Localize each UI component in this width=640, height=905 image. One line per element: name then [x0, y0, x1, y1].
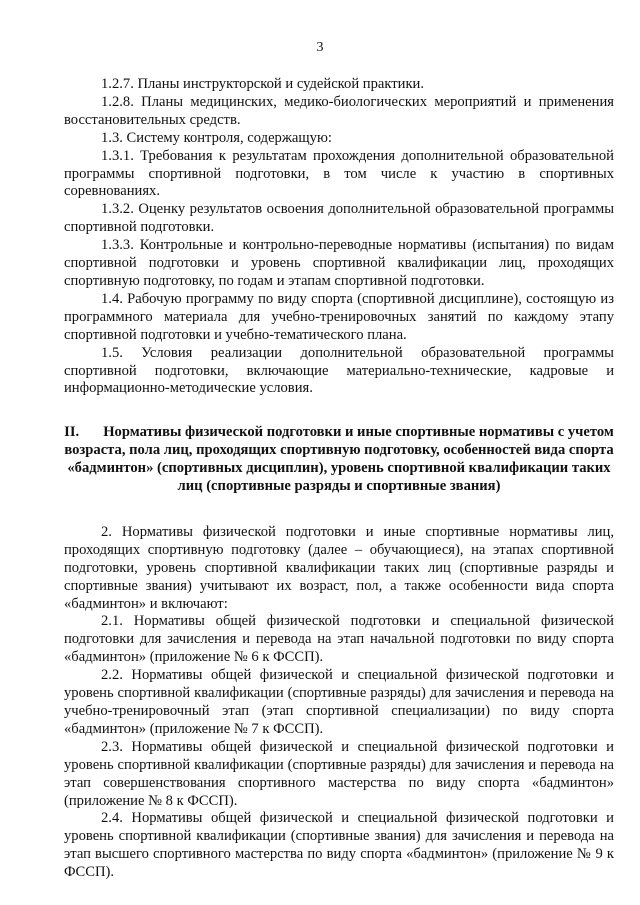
paragraph-1-3-3: 1.3.3. Контрольные и контрольно-переводные нормативы (испытания) по видам спортивной подготовки и уровень спортивной квалификации лиц, проходящих спортивную подготовку, по годам и этапам спортивной подготовки.	[64, 237, 614, 289]
page-number: 3	[316, 40, 324, 55]
document-body	[64, 76, 614, 882]
section-heading	[64, 424, 614, 496]
paragraph-1-5: 1.5. Условия реализации дополнительной образовательной программы спортивной подготовки, включающие материально-технические, кадровые и информационно-методические условия.	[64, 344, 614, 397]
paragraph-2-1: 2.1. Нормативы общей физической подготовки и специальной физической подготовки для зачисления и перевода на этап начальной подготовки по виду спорта «бадминтон» (приложение № 6 к ФССП).	[64, 613, 614, 666]
paragraph-2-2: 2.2. Нормативы общей физической и специальной физической подготовки и уровень спортивной квалификации (спортивные разряды) для зачисления и перевода на учебно-тренировочный этап (этап спортивной специализации) по виду спорта «бадминтон» (приложение № 7 к ФССП).	[64, 667, 614, 737]
paragraph-1-3-1: 1.3.1. Требования к результатам прохождения дополнительной образовательной программы спортивной подготовки, в том числе к участию в спортивных соревнованиях.	[64, 147, 614, 200]
section-title: Нормативы физической подготовки и иные спортивные нормативы с учетом возраста, пола лиц, проходящих спортивную подготовку, особенностей вида спорта «бадминтон» (спортивных дисциплин), уровень спортивной квалификации таких лиц (спортивные разряды и спортивные звания)	[64, 424, 614, 495]
section-number: II.	[64, 424, 80, 441]
paragraph-1-4: 1.4. Рабочую программу по виду спорта (спортивной дисциплине), состоящую из программного материала для учебно-тренировочных занятий по каждому этапу спортивной подготовки и учебно-тематического плана.	[64, 290, 614, 343]
paragraph-2-4: 2.4. Нормативы общей физической и специальной физической подготовки и уровень спортивной квалификации (спортивные звания) для зачисления и перевода на этап высшего спортивного мастерства по виду спорта «бадминтон» (приложение № 9 к ФССП).	[64, 810, 614, 881]
paragraph-1-3: 1.3. Систему контроля, содержащую:	[101, 129, 332, 146]
paragraph-2: 2. Нормативы физической подготовки и иные спортивные нормативы лиц, проходящих спортивную подготовку (далее – обучающиеся), на этапах спортивной подготовки, уровень спортивной квалификации таких лиц (спортивные разряды и спортивные звания) учитывают их возраст, пол, а также особенности вида спорта «бадминтон» и включают:	[64, 523, 614, 612]
paragraph-1-2-7: 1.2.7. Планы инструкторской и судейской практики.	[101, 76, 424, 92]
paragraph-2-3: 2.3. Нормативы общей физической и специальной физической подготовки и уровень спортивной квалификации (спортивные разряды) для зачисления и перевода на этап совершенствования спортивного мастерства по виду спорта «бадминтон» (приложение № 8 к ФССП).	[64, 738, 614, 809]
paragraph-1-3-2: 1.3.2. Оценку результатов освоения дополнительной образовательной программы спортивной подготовки.	[64, 201, 614, 236]
paragraph-1-2-8: 1.2.8. Планы медицинских, медико-биологических мероприятий и применения восстановительных средств.	[64, 93, 614, 128]
